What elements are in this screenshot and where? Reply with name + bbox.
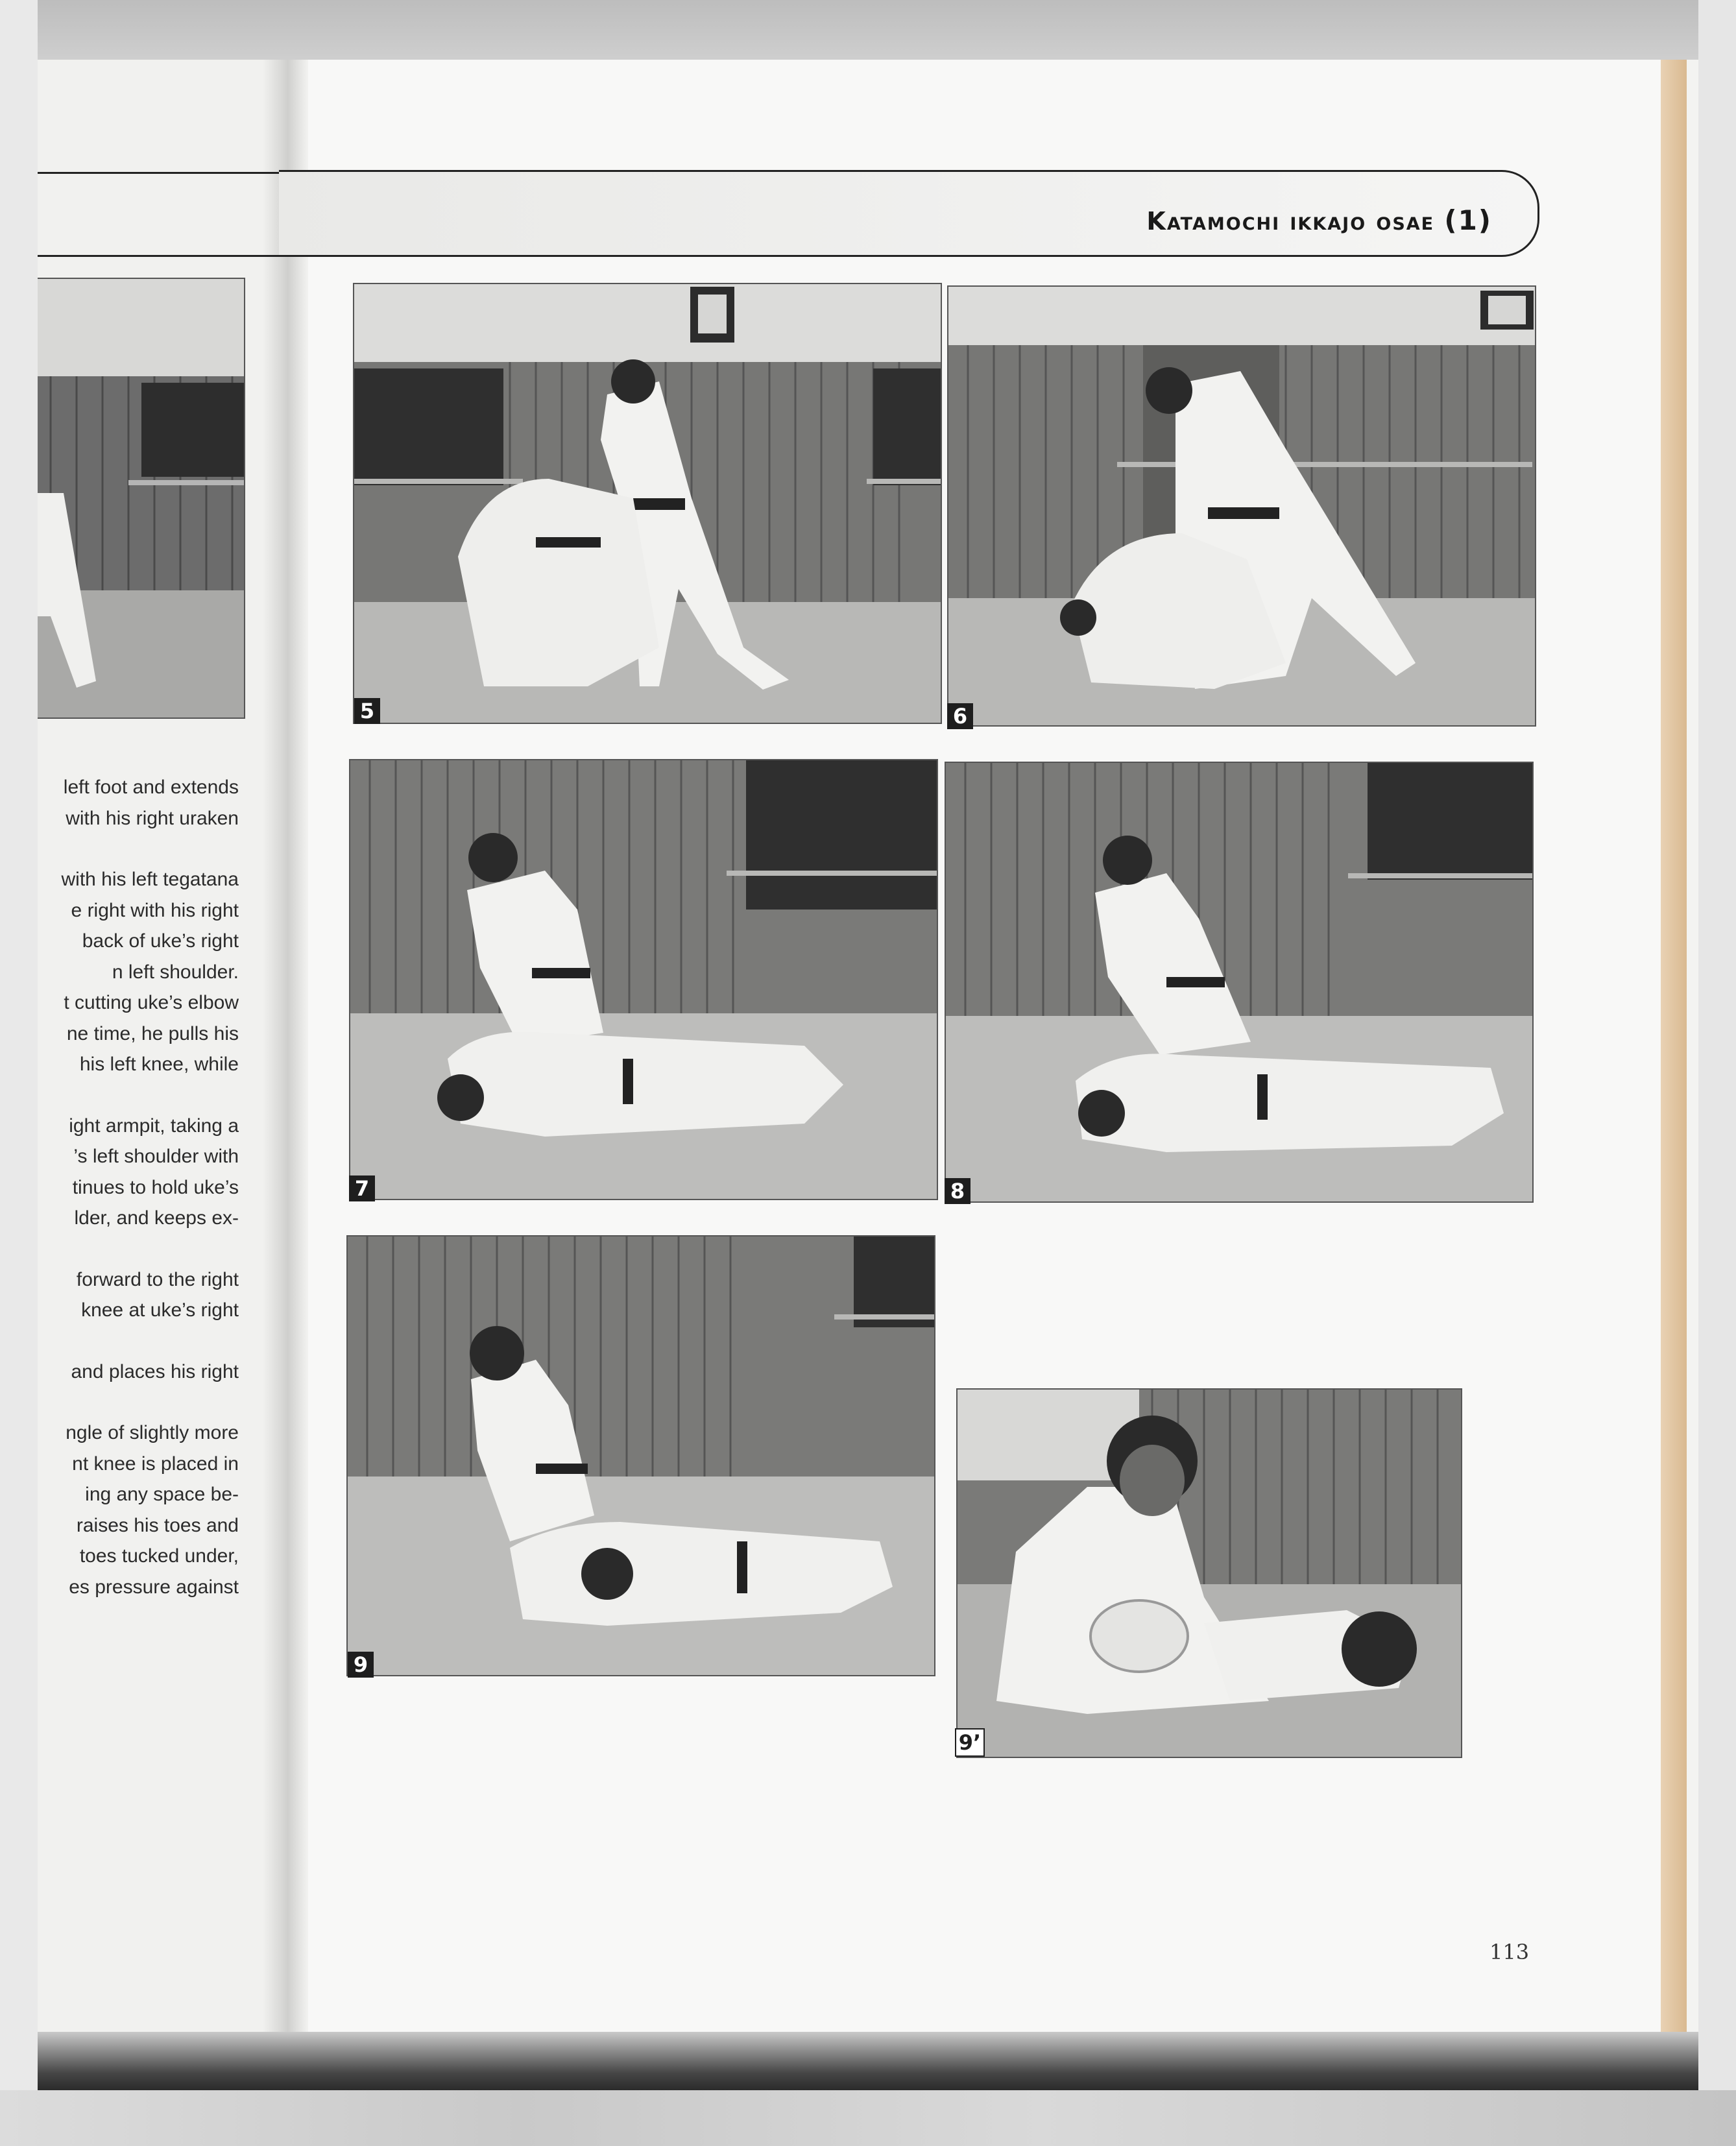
text-line: forward to the right <box>76 1268 239 1290</box>
left-page-text-column <box>38 772 239 1602</box>
photo-number-badge: 9 <box>348 1652 374 1678</box>
text-line: e right with his right <box>71 899 239 921</box>
text-line: lder, and keeps ex- <box>74 1207 239 1229</box>
text-line: and places his right <box>71 1360 239 1382</box>
photo-number-badge: 5 <box>354 698 380 724</box>
scan-top-shadow <box>38 0 1698 62</box>
text-line: raises his toes and <box>76 1514 239 1536</box>
text-line: knee at uke’s right <box>81 1299 239 1321</box>
header-top-rule <box>38 172 279 174</box>
text-line: ne time, he pulls his <box>66 1022 239 1044</box>
text-line: back of uke’s right <box>82 930 239 952</box>
text-line: his left knee, while <box>79 1054 239 1075</box>
page-number: 113 <box>1489 1940 1530 1964</box>
text-line: es pressure against <box>69 1576 239 1598</box>
text-line: nt knee is placed in <box>72 1453 239 1475</box>
text-line: ngle of slightly more <box>66 1422 239 1443</box>
scan-left-margin <box>0 0 38 2146</box>
section-title-number: (1) <box>1444 204 1492 236</box>
text-line: with his right uraken <box>66 807 239 829</box>
text-line: ’s left shoulder with <box>73 1146 239 1167</box>
section-header-banner <box>279 170 1539 257</box>
technique-photo-9-prime <box>956 1388 1462 1758</box>
text-line: with his left tegatana <box>61 869 239 890</box>
section-title-text: Katamochi ikkajo osae <box>1146 207 1435 235</box>
photo-number-badge: 6 <box>947 703 973 729</box>
text-line: t cutting uke’s elbow <box>64 992 239 1013</box>
page-edge-stack <box>1661 60 1687 2032</box>
photo-number-badge: 8 <box>945 1178 970 1204</box>
text-line: tinues to hold uke’s <box>72 1176 239 1198</box>
book-bottom-shadow <box>38 2032 1698 2090</box>
technique-photo-7 <box>349 759 938 1200</box>
technique-photo-9 <box>346 1235 935 1676</box>
text-line: toes tucked under, <box>79 1545 239 1567</box>
text-line: left foot and extends <box>63 777 239 798</box>
technique-photo-6 <box>947 285 1536 727</box>
book-gutter <box>263 60 308 2032</box>
section-title <box>1146 204 1492 236</box>
technique-photo-5 <box>353 283 942 724</box>
text-line: ing any space be- <box>85 1484 239 1505</box>
photo-number-badge: 7 <box>349 1175 375 1201</box>
header-bottom-rule <box>38 255 279 257</box>
photo-number-badge: 9’ <box>955 1728 985 1757</box>
text-line: ight armpit, taking a <box>69 1115 239 1137</box>
technique-photo-8 <box>945 762 1534 1203</box>
text-line: n left shoulder. <box>112 961 239 983</box>
left-page-photo-partial <box>38 278 245 719</box>
scan-bottom-margin <box>0 2090 1736 2146</box>
